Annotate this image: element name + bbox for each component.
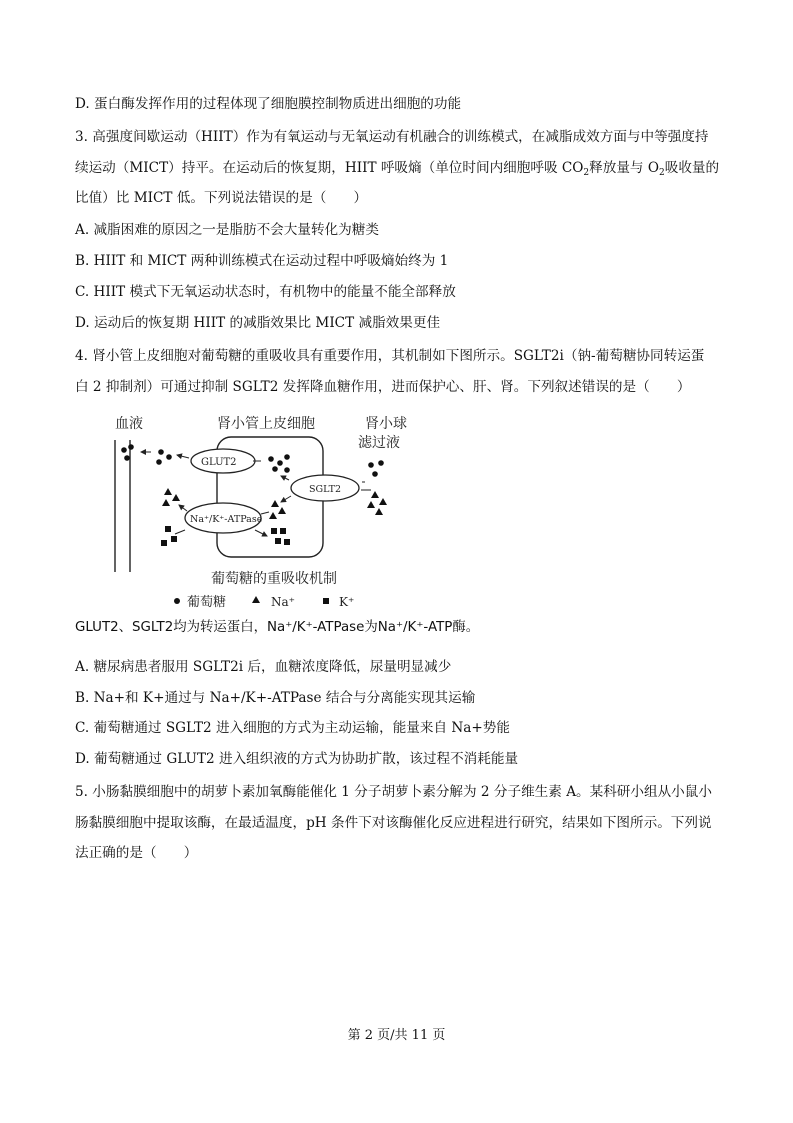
q5-stem-line3: 法正确的是（ ） <box>75 845 198 861</box>
glucose-dot <box>372 471 378 477</box>
sodium-triangle <box>278 507 286 514</box>
atpase-arrow-k-in <box>255 530 267 536</box>
potassium-square <box>271 528 277 534</box>
label-cell: 肾小管上皮细胞 <box>217 416 315 432</box>
potassium-square <box>171 536 177 542</box>
q2-option-d: D. 蛋白酶发挥作用的过程体现了细胞膜控制物质进出细胞的功能 <box>75 96 462 112</box>
q4-stem-line2: 白 2 抑制剂）可通过抑制 SGLT2 发挥降血糖作用，进而保护心、肝、肾。下列叙述错误的是（ ） <box>75 379 691 395</box>
sglt2-label: SGLT2 <box>309 484 342 495</box>
glucose-dot <box>378 460 384 466</box>
sodium-triangle <box>367 501 375 508</box>
q3-stem-line1: 3. 高强度间歇运动（HIIT）作为有氧运动与无氧运动有机融合的训练模式，在减脂成效方面与中等强度持 <box>75 129 709 145</box>
legend-potassium-label: K⁺ <box>339 595 355 609</box>
sodium-triangle <box>269 512 277 519</box>
legend-potassium-icon <box>323 598 329 604</box>
potassium-square <box>165 526 171 532</box>
atpase-arrow-na-in <box>261 512 269 514</box>
q3-option-a: A. 减脂困难的原因之一是脂肪不会大量转化为糖类 <box>75 222 379 238</box>
sodium-triangle <box>164 488 172 495</box>
atpase-arrow-k-out <box>175 530 185 534</box>
glucose-dot <box>368 462 374 468</box>
q3-option-b: B. HIIT 和 MICT 两种训练模式在运动过程中呼吸熵始终为 1 <box>75 253 449 269</box>
potassium-square <box>280 528 286 534</box>
page-footer: 第 2 页/共 11 页 <box>347 1028 446 1043</box>
sodium-triangle <box>375 508 383 515</box>
legend-sodium-icon <box>252 596 260 603</box>
q4-stem-line1: 4. 肾小管上皮细胞对葡萄糖的重吸收具有重要作用，其机制如下图所示。SGLT2i（钠-葡萄糖协同转运蛋 <box>75 348 705 364</box>
q3-option-c: C. HIIT 模式下无氧运动状态时，有机物中的能量不能全部释放 <box>75 284 456 300</box>
glucose-dot <box>124 455 130 461</box>
sglt2-arrow-glucose <box>281 476 289 480</box>
glucose-dot <box>158 449 164 455</box>
q3-stem-line3: 比值）比 MICT 低。下列说法错误的是（ ） <box>75 190 368 206</box>
sodium-triangle <box>162 499 170 506</box>
potassium-square <box>275 538 281 544</box>
legend-sodium-label: Na⁺ <box>271 595 295 609</box>
glucose-dot <box>166 454 172 460</box>
reabsorption-figure <box>75 402 495 614</box>
glucose-dot <box>268 456 274 462</box>
sodium-triangle <box>371 491 379 498</box>
potassium-square <box>284 539 290 545</box>
q4-option-c: C. 葡萄糖通过 SGLT2 进入细胞的方式为主动运输，能量来自 Na+势能 <box>75 720 510 736</box>
glucose-dot <box>272 466 278 472</box>
glucose-dot <box>284 467 290 473</box>
sglt2-arrow-na <box>281 496 291 502</box>
atpase-arrow-na-out <box>179 505 187 511</box>
sodium-triangle <box>271 500 279 507</box>
label-blood: 血液 <box>115 416 143 432</box>
glucose-dot <box>277 460 283 466</box>
label-filtrate-2: 滤过液 <box>358 435 400 451</box>
q5-stem-line1: 5. 小肠黏膜细胞中的胡萝卜素加氧酶能催化 1 分子胡萝卜素分解为 2 分子维生素 A。某科研小组从小鼠小 <box>75 784 712 800</box>
q5-stem-line2: 肠黏膜细胞中提取该酶，在最适温度，pH 条件下对该酶催化反应进程进行研究，结果如下图所示。下列说 <box>75 815 712 831</box>
glucose-dot <box>128 444 134 450</box>
potassium-square <box>161 540 167 546</box>
sodium-triangle <box>172 494 180 501</box>
q3-option-d: D. 运动后的恢复期 HIIT 的减脂效果比 MICT 减脂效果更佳 <box>75 315 441 331</box>
sodium-triangle <box>379 498 387 505</box>
glut2-arrow-out <box>177 455 189 458</box>
glucose-dot <box>284 454 290 460</box>
atpase-label: Na⁺/K⁺-ATPase <box>190 514 263 525</box>
glucose-dot <box>156 459 162 465</box>
q3-stem-line2: 续运动（MICT）持平。在运动后的恢复期，HIIT 呼吸熵（单位时间内细胞呼吸 $CO_2$释放量与 $O_2$吸收量的 <box>75 160 720 178</box>
glut2-label: GLUT2 <box>201 457 237 468</box>
q4-option-a: A. 糖尿病患者服用 SGLT2i 后，血糖浓度降低，尿量明显减少 <box>75 659 452 675</box>
q4-option-b: B. Na+和 K+通过与 Na+/K+-ATPase 结合与分离能实现其运输 <box>75 690 476 706</box>
figure-caption: GLUT2、SGLT2均为转运蛋白，Na⁺/K⁺-ATPase为Na⁺/K⁺-ATP酶。 <box>75 620 480 635</box>
figure-title: 葡萄糖的重吸收机制 <box>211 571 337 587</box>
legend-glucose-label: 葡萄糖 <box>187 595 227 610</box>
label-filtrate-1: 肾小球 <box>365 416 407 432</box>
glucose-dot <box>121 447 127 453</box>
q4-option-d: D. 葡萄糖通过 GLUT2 进入组织液的方式为协助扩散，该过程不消耗能量 <box>75 751 519 767</box>
legend-glucose-icon <box>174 598 180 604</box>
